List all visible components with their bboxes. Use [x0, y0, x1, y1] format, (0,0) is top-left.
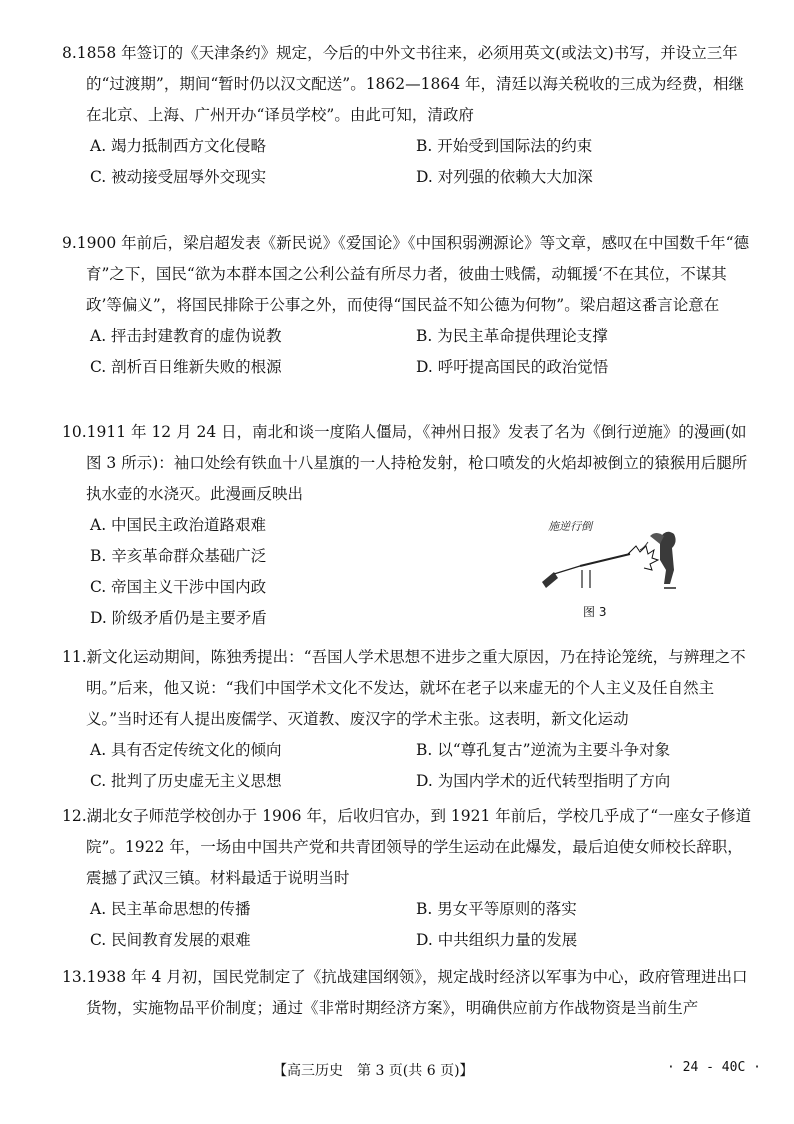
option-c[interactable]: C. 剖析百日维新失败的根源	[90, 358, 282, 376]
question-stem: 10.1911 年 12 月 24 日，南北和谈一度陷人僵局，《神州日报》发表了名为《倒行逆施》的漫画(如图 3 所示)：袖口处绘有铁血十八星旗的一人持枪发射，枪口喷发的火焰却被倒立的猿猴用后腿所执水壶的水浇灭。此漫画反映出	[62, 423, 748, 503]
options	[90, 894, 752, 956]
option-c[interactable]: C. 民间教育发展的艰难	[90, 931, 251, 949]
option-a[interactable]: A. 民主革命思想的传播	[90, 900, 251, 918]
option-c[interactable]: C. 帝国主义干涉中国内政	[90, 578, 267, 596]
question-stem: 13.1938 年 4 月初，国民党制定了《抗战建国纲领》，规定战时经济以军事为中心，政府管理进出口货物，实施物品平价制度；通过《非常时期经济方案》，明确供应前方作战物资是当前生产	[62, 968, 748, 1017]
flame-shape	[628, 546, 658, 570]
question-stem: 12.湖北女子师范学校创办于 1906 年，后收归官办，到 1921 年前后，学校几乎成了“一座女子修道院”。1922 年，一场由中国共产党和共青团领导的学生运动在此爆发，最后迫使女师校长辞职，震撼了武汉三镇。材料最适于说明当时	[62, 807, 752, 887]
option-d[interactable]: D. 为国内学术的近代转型指明了方向	[416, 772, 671, 790]
question-stem: 9.1900 年前后，梁启超发表《新民说》《爱国论》《中国积弱溯源论》等文章，感叹在中国数千年“德育”之下，国民“欲为本群本国之公利公益有所尽力者，彼曲士贱儒，动辄援‘不在其位，不谋其政’等偏义”，将国民排除于公事之外，而使得“国民益不知公德为何物”。梁启超这番言论意在	[62, 234, 750, 314]
question-8	[62, 38, 752, 193]
footer-code: · 24 - 40C ·	[667, 1060, 761, 1075]
question-stem: 11.新文化运动期间，陈独秀提出：“吾国人学术思想不进步之重大原因，乃在持论笼统，与辨理之不明。”后来，他又说：“我们中国学术文化不发达，就坏在老子以来虚无的个人主义及任自然主义。”当时还有人提出废儒学、灭道教、废汉字的学术主张。这表明，新文化运动	[62, 648, 746, 728]
option-a[interactable]: A. 中国民主政治道路艰难	[90, 516, 267, 534]
question-stem: 8.1858 年签订的《天津条约》规定，今后的中外文书往来，必须用英文(或法文)书写，并设立三年的“过渡期”，期间“暂时仍以汉文配送”。1862—1864 年，清廷以海关税收的三成为经费，相继在北京、上海、广州开办“译员学校”。由此可知，清政府	[62, 44, 745, 124]
option-b[interactable]: B. 辛亥革命群众基础广泛	[90, 547, 267, 565]
option-a[interactable]: A. 抨击封建教育的虚伪说教	[90, 327, 282, 345]
option-a[interactable]: A. 具有否定传统文化的倾向	[90, 741, 282, 759]
cartoon-illustration	[520, 518, 690, 604]
options	[90, 131, 752, 193]
option-c[interactable]: C. 被动接受屈辱外交现实	[90, 168, 267, 186]
figure-caption: 图 3	[583, 605, 607, 619]
option-d[interactable]: D. 呼吁提高国民的政治觉悟	[416, 358, 609, 376]
options	[90, 735, 752, 797]
option-b[interactable]: B. 男女平等原则的落实	[416, 900, 577, 918]
monkey-shape	[660, 532, 676, 584]
option-d[interactable]: D. 阶级矛盾仍是主要矛盾	[90, 609, 267, 627]
option-c[interactable]: C. 批判了历史虚无主义思想	[90, 772, 282, 790]
option-d[interactable]: D. 对列强的依赖大大加深	[416, 168, 593, 186]
option-b[interactable]: B. 为民主革命提供理论支撑	[416, 327, 608, 345]
question-9	[62, 228, 752, 383]
options	[90, 321, 752, 383]
option-b[interactable]: B. 开始受到国际法的约束	[416, 137, 593, 155]
page-footer	[0, 1060, 794, 1084]
question-13	[62, 962, 752, 1024]
option-b[interactable]: B. 以“尊孔复古”逆流为主要斗争对象	[416, 741, 671, 759]
gun-hand-shape	[542, 572, 558, 588]
footer-page-info: 【高三历史 第 3 页(共 6 页)】	[273, 1063, 474, 1079]
option-a[interactable]: A. 竭力抵制西方文化侵略	[90, 137, 267, 155]
question-11	[62, 642, 752, 797]
cartoon-inscription: 施逆行倒	[548, 520, 592, 533]
question-12	[62, 801, 752, 956]
option-d[interactable]: D. 中共组织力量的发展	[416, 931, 578, 949]
